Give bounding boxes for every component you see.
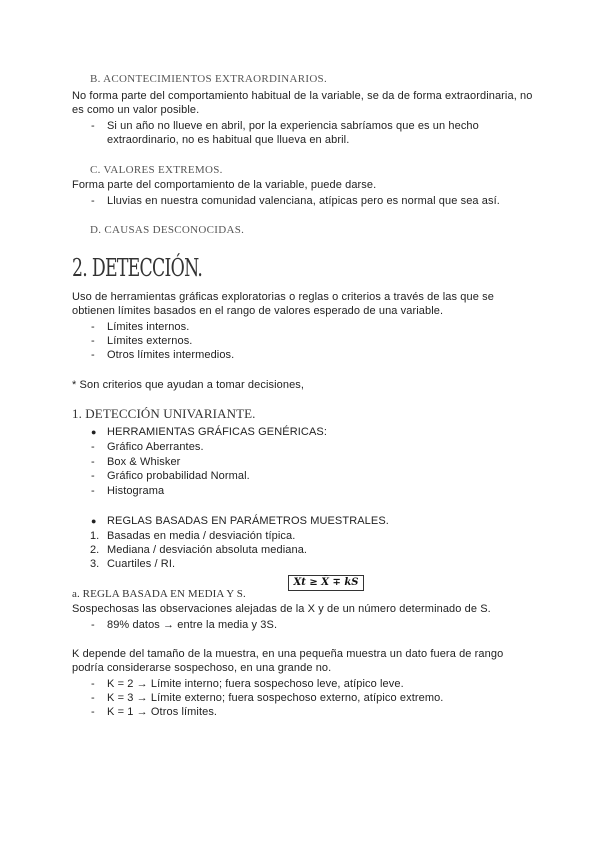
section-c-bullet: Lluvias en nuestra comunidad valenciana, atípicas pero es normal que sea así. xyxy=(107,195,500,207)
regla-text: Sospechosas las observaciones alejadas de la X y de un número determinado de S. xyxy=(72,603,491,615)
k-text-line2: podría considerarse sospechoso, en una grande no. xyxy=(72,662,332,674)
tool-item: Gráfico probabilidad Normal. xyxy=(107,470,250,482)
regla-bullet: 89% datos → entre la media y 3S. xyxy=(107,619,278,631)
dash-marker: - xyxy=(91,470,95,482)
k-item: K = 1 → Otros límites. xyxy=(107,706,218,718)
k-item: K = 2 → Límite interno; fuera sospechoso leve, atípico leve. xyxy=(107,678,404,690)
criteria-note: * Son criterios que ayudan a tomar decisiones, xyxy=(72,379,305,391)
dash-marker: - xyxy=(91,456,95,468)
section-b-bullet-line2: extraordinario, no es habitual que llueva en abril. xyxy=(107,134,350,146)
rules-heading: REGLAS BASADAS EN PARÁMETROS MUESTRALES. xyxy=(107,515,389,527)
section-d-heading: D. CAUSAS DESCONOCIDAS. xyxy=(90,224,245,236)
limit-item: Límites externos. xyxy=(107,335,193,347)
section-c-text: Forma parte del comportamiento de la variable, puede darse. xyxy=(72,179,377,191)
limit-item: Otros límites intermedios. xyxy=(107,349,235,361)
dash-marker: - xyxy=(91,485,95,497)
rule-item: Cuartiles / RI. xyxy=(107,558,176,570)
dash-marker: - xyxy=(91,706,95,718)
tool-item: Gráfico Aberrantes. xyxy=(107,441,204,453)
dash-marker: - xyxy=(91,335,95,347)
number-marker: 3. xyxy=(90,558,100,570)
rule-item: Mediana / desviación absoluta mediana. xyxy=(107,544,308,556)
section-b-heading: B. ACONTECIMIENTOS EXTRAORDINARIOS. xyxy=(90,73,328,85)
dash-marker: - xyxy=(91,692,95,704)
dash-marker: - xyxy=(91,619,95,631)
dash-marker: - xyxy=(91,441,95,453)
k-item: K = 3 → Límite externo; fuera sospechoso externo, atípico extremo. xyxy=(107,692,444,704)
section-b-text-line1: No forma parte del comportamiento habitual de la variable, se da de forma extraordinaria, no xyxy=(72,90,533,102)
section-b-bullet-line1: Si un año no llueve en abril, por la experiencia sabríamos que es un hecho xyxy=(107,120,479,132)
tool-item: Histograma xyxy=(107,485,165,497)
regla-title: a. REGLA BASADA EN MEDIA Y S. xyxy=(72,588,246,600)
deteccion-intro-line2: obtienen límites basados en el rango de valores esperado de una variable. xyxy=(72,305,444,317)
dash-marker: - xyxy=(91,678,95,690)
tool-item: Box & Whisker xyxy=(107,456,181,468)
dash-marker: - xyxy=(91,120,95,132)
dash-marker: - xyxy=(91,349,95,361)
k-text-line1: K depende del tamaño de la muestra, en una pequeña muestra un dato fuera de rango xyxy=(72,648,504,660)
dash-marker: - xyxy=(91,195,95,207)
rule-item: Basadas en media / desviación típica. xyxy=(107,530,296,542)
univariante-title: 1. DETECCIÓN UNIVARIANTE. xyxy=(72,406,256,421)
formula-box: Xt ≥ X̄ ∓ kS xyxy=(288,575,364,591)
limit-item: Límites internos. xyxy=(107,321,190,333)
number-marker: 1. xyxy=(90,530,100,542)
deteccion-intro-line1: Uso de herramientas gráficas exploratorias o reglas o criterios a través de las que se xyxy=(72,291,494,303)
section-c-heading: C. VALORES EXTREMOS. xyxy=(90,164,223,176)
bullet-dot-marker: ● xyxy=(91,516,97,526)
deteccion-title: 2. DETECCIÓN. xyxy=(72,254,203,282)
number-marker: 2. xyxy=(90,544,100,556)
tools-heading: HERRAMIENTAS GRÁFICAS GENÉRICAS: xyxy=(107,426,327,438)
dash-marker: - xyxy=(91,321,95,333)
bullet-dot-marker: ● xyxy=(91,427,97,437)
section-b-text-line2: es como un valor posible. xyxy=(72,104,200,116)
